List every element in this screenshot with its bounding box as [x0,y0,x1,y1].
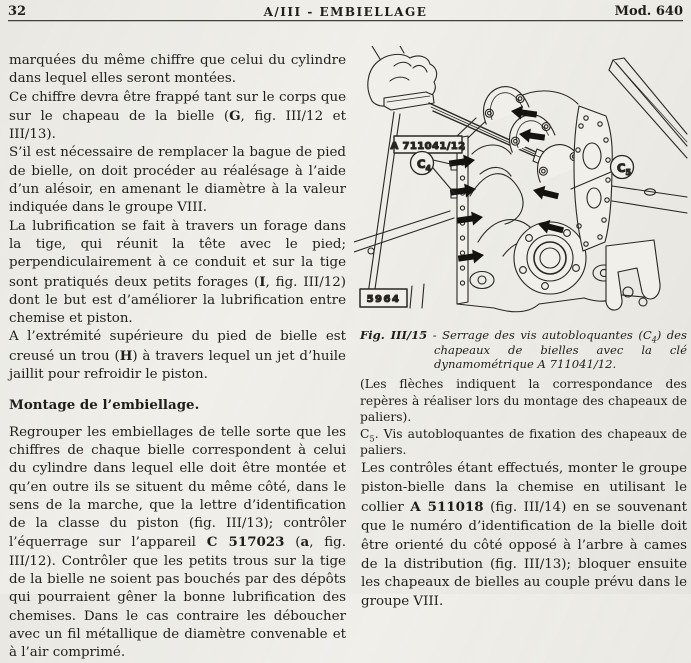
figure-caption [360,328,687,372]
photo-number [360,289,407,307]
section-heading: Montage de l’embiellage. [9,397,200,414]
figure-iii-15 [354,46,691,322]
callout-c5-base: C [617,161,626,175]
left-column [9,52,346,663]
header-rule [8,20,683,21]
callout-c4-sub: 4 [425,164,432,173]
paragraph: Ce chiffre devra être frappé tant sur le corps que sur le chapeau de la bielle (G, fig. III/12 et III/13). [9,89,346,143]
chapter-title: A/III - EMBIELLAGE [263,5,428,19]
paragraph: marquées du même chiffre que celui du cylindre dans lequel elles seront montées. [9,53,346,87]
callout-c4 [411,152,456,195]
note: $C_5$. Vis autobloquantes de fixation des chapeaux de paliers. [360,426,687,458]
caption-body: - Serrage des vis autobloquantes $(C_4)$ des chapeaux de bielles avec la clé dynamométrique A 711041/12. [432,328,687,372]
paragraph: S’il est nécessaire de remplacer la bague de pied de bielle, on doit procéder au réalésage à l’aide d’un alésoir, en amenant le diamètre à la valeur indiquée dans le groupe VIII. [9,145,346,216]
paragraph: A l’extrémité supérieure du pied de bielle est creusé un trou (H) à travers lequel un jet d’huile jaillit pour refroidir le piston. [9,329,346,383]
callout-c4-base: C [417,157,426,171]
callout-c5-sub: 5 [625,168,632,177]
tool-label-text: A 711041/12 [390,141,466,152]
paragraph: Regrouper les embiellages de telle sorte que les chiffres de chaque bielle correspondent à celui du cylindre dans lequel elle doit être montée et qu’en outre ils se situent du même côté, dans le sens de la marche, que la lettre d’identification de la classe du piston (fig. III/13); contrôler l’équerrage sur l’appareil C 517023 (a, fig. III/12). Contrôler que les petits trous sur la tige de la bielle ne soient pas bouchés par des dépôts qui pourraient gêner la bonne lubrification des chemises. Dans le cas contraire les déboucher avec un fil métallique de diamètre convenable et à l’air comprimé. [9,424,346,661]
page-header [8,4,683,20]
photo-number-text: 5964 [366,294,401,305]
paragraph: La lubrification se fait à travers un forage dans la tige, qui réunit la tête avec le pied; perpendiculairement à ce conduit et sur la tige sont pratiqués deux petits forages (I, fig. III/12) dont le but est d’améliorer la lubrification entre chemise et piston. [9,218,346,327]
figure-notes [360,376,687,459]
page-number: 32 [8,4,27,19]
right-column [361,460,687,612]
caption-label: Fig. III/15 [360,328,428,342]
note: (Les flèches indiquent la correspondance des repères à réaliser lors du montage des chapeaux de paliers). [360,377,687,425]
caption-line [360,328,687,372]
paragraph: Les contrôles étant effectués, monter le groupe piston-bielle dans la chemise en utilisant le collier A 511018 (fig. III/14) en se souvenant que le numéro d’identification de la bielle doit être orienté du côté opposé à l’arbre à cames de la distribution (fig. III/13); bloquer ensuite les chapeaux de bielles au couple prévu dans le groupe VIII. [361,461,687,610]
tool-label [391,118,476,153]
model-number: Mod. 640 [614,4,683,19]
